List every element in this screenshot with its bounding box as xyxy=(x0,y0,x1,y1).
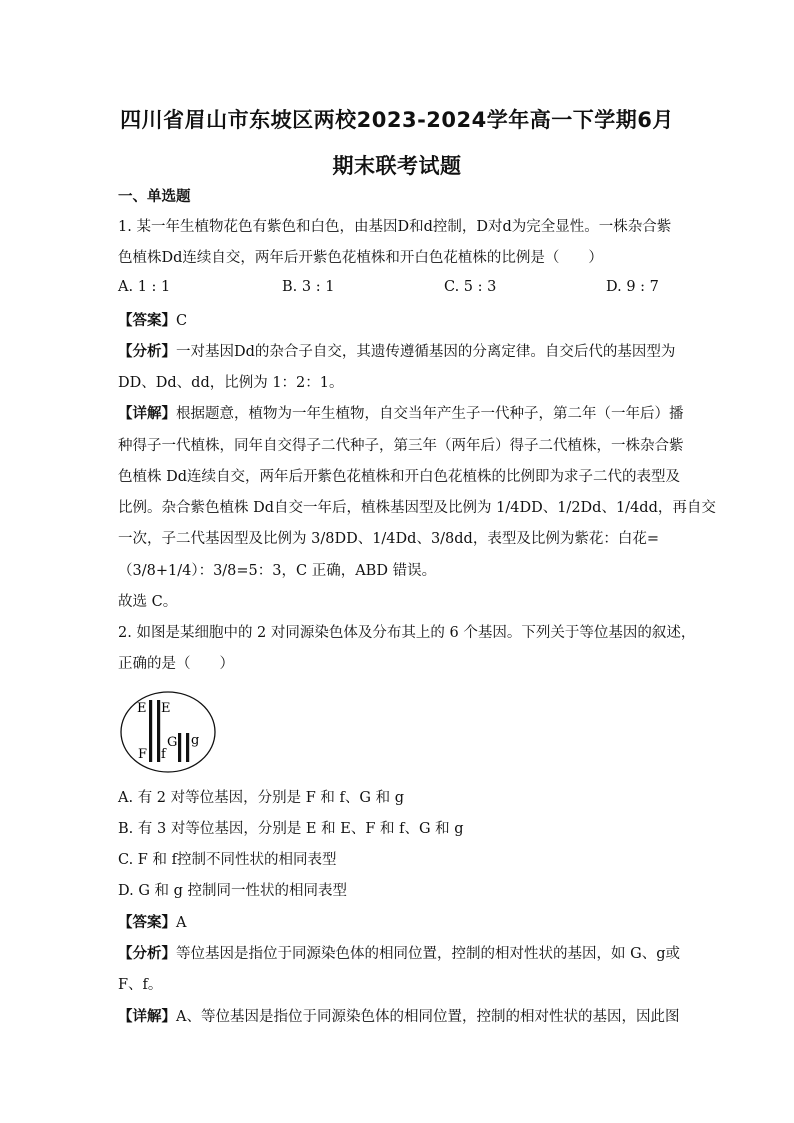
q2-option-c: C. F 和 f控制不同性状的相同表型 xyxy=(118,852,337,868)
gene-label-f-upper: F xyxy=(138,747,148,762)
gene-label-g-lower: g xyxy=(191,733,200,748)
chromosome-short-left xyxy=(178,733,181,762)
answer-value: C xyxy=(176,313,188,329)
analysis-text: 一对基因Dd的杂合子自交，其遗传遵循基因的分离定律。自交后代的基因型为 xyxy=(176,344,676,360)
q1-conclusion: 故选 C。 xyxy=(118,594,178,610)
detail-tag: 【详解】 xyxy=(118,1009,176,1025)
q1-option-b: B. 3 : 1 xyxy=(282,279,335,295)
q1-detail-line3: 色植株 Dd连续自交，两年后开紫色花植株和开白色花植株的比例即为求子二代的表型及 xyxy=(118,469,681,485)
chromosome-figure xyxy=(118,690,218,774)
detail-text: A、等位基因是指位于同源染色体的相同位置，控制的相对性状的基因，因此图 xyxy=(176,1009,680,1025)
analysis-text: 等位基因是指位于同源染色体的相同位置，控制的相对性状的基因，如 G、g或 xyxy=(176,946,680,962)
q1-detail-line1 xyxy=(118,404,688,424)
answer-tag: 【答案】 xyxy=(118,313,176,329)
detail-tag: 【详解】 xyxy=(118,406,176,422)
doc-title-line1: 四川省眉山市东坡区两校2023-2024学年高一下学期6月 xyxy=(120,108,674,132)
q2-stem-line1: 2. 如图是某细胞中的 2 对同源染色体及分布其上的 6 个基因。下列关于等位基因的叙述， xyxy=(118,625,696,641)
answer-value: A xyxy=(176,915,187,931)
analysis-tag: 【分析】 xyxy=(118,946,176,962)
gene-label-f-lower: f xyxy=(161,747,166,762)
gene-label-g-upper: G xyxy=(167,735,178,750)
q1-analysis-line1 xyxy=(118,342,688,362)
section-heading: 一、单选题 xyxy=(118,189,191,205)
q1-option-d: D. 9 : 7 xyxy=(606,279,659,295)
q2-answer xyxy=(118,913,688,933)
q1-stem-line2: 色植株Dd连续自交，两年后开紫色花植株和开白色花植株的比例是（ ） xyxy=(118,250,603,266)
q1-option-a: A. 1 : 1 xyxy=(118,279,171,295)
q1-detail-line2: 种得子一代植株，同年自交得子二代种子，第三年（两年后）得子二代植株，一株杂合紫 xyxy=(118,438,684,454)
q1-answer xyxy=(118,311,688,331)
chromosome-long-left xyxy=(149,700,152,762)
q1-analysis-line2: DD、Dd、dd，比例为 1：2：1。 xyxy=(118,375,344,391)
q2-detail-line1 xyxy=(118,1007,688,1027)
q2-option-d: D. G 和 g 控制同一性状的相同表型 xyxy=(118,883,348,899)
chromosome-short-right xyxy=(186,733,189,762)
q1-stem-line1: 1. 某一年生植物花色有紫色和白色，由基因D和d控制，D对d为完全显性。一株杂合紫 xyxy=(118,219,672,235)
gene-label-e-right: E xyxy=(161,701,171,716)
answer-tag: 【答案】 xyxy=(118,915,176,931)
q1-option-c: C. 5 : 3 xyxy=(444,279,497,295)
q2-option-a: A. 有 2 对等位基因，分别是 F 和 f、G 和 g xyxy=(118,790,404,806)
analysis-tag: 【分析】 xyxy=(118,344,176,360)
q2-stem-line2: 正确的是（ ） xyxy=(118,656,234,672)
doc-title-line2: 期末联考试题 xyxy=(332,154,462,178)
q2-analysis-line1 xyxy=(118,944,688,964)
chromosome-long-right xyxy=(157,700,160,762)
q1-detail-line6: （3/8+1/4）：3/8=5：3，C 正确，ABD 错误。 xyxy=(118,563,437,579)
q2-option-b: B. 有 3 对等位基因，分别是 E 和 E、F 和 f、G 和 g xyxy=(118,821,464,837)
detail-text: 根据题意，植物为一年生植物，自交当年产生子一代种子，第二年（一年后）播 xyxy=(176,406,684,422)
q1-detail-line4: 比例。杂合紫色植株 Dd自交一年后，植株基因型及比例为 1/4DD、1/2Dd、1/4dd，再自交 xyxy=(118,500,716,516)
gene-label-e-left: E xyxy=(137,701,147,716)
q1-detail-line5: 一次，子二代基因型及比例为 3/8DD、1/4Dd、3/8dd，表型及比例为紫花：白花= xyxy=(118,531,659,547)
q2-analysis-line2: F、f。 xyxy=(118,977,163,993)
